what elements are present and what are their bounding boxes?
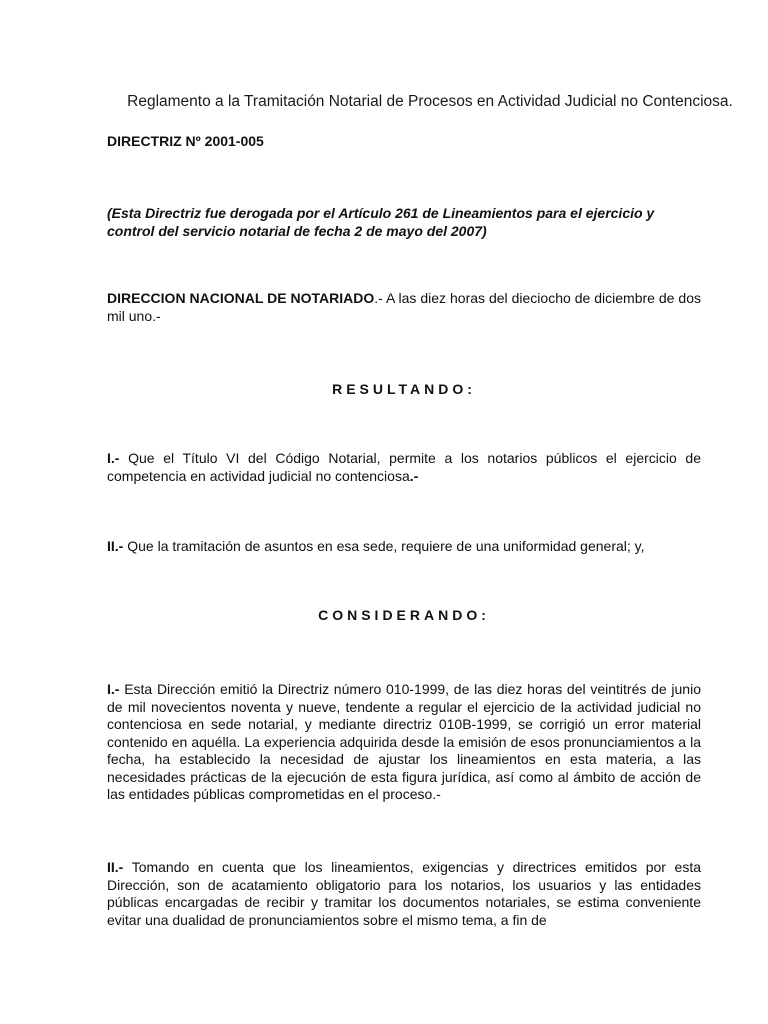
derogation-note: (Esta Directriz fue derogada por el Artículo 261 de Lineamientos para el ejercicio y control del servicio notarial de fecha 2 de mayo del 2007): [107, 205, 655, 239]
item-text: Esta Dirección emitió la Directriz número 010-1999, de las diez horas del veintitrés de junio de mil novecientos noventa y nueve, tendente a regular el ejercicio de la actividad judicial no contenciosa en sede notarial, y mediante directriz 010B-1999, se corrigió un error material contenido en aquélla. La experiencia adquirida desde la emisión de esos pronunciamientos a la fecha, ha establecido la necesidad de ajustar los lineamientos en esta materia, a las necesidades prácticas de la ejecución de esta figura jurídica, así como al ámbito de acción de las entidades públicas comprometidas en el proceso.-: [107, 681, 701, 802]
considerando-item-2: [107, 859, 701, 929]
document-title: Reglamento a la Tramitación Notarial de Procesos en Actividad Judicial no Contenciosa.: [127, 93, 733, 110]
item-text: Que el Título VI del Código Notarial, permite a los notarios públicos el ejercicio de competencia en actividad judicial no contenciosa: [107, 450, 701, 484]
item-number: I.-: [107, 681, 120, 697]
issuer-label: DIRECCION NACIONAL DE NOTARIADO: [107, 290, 375, 306]
item-number: II.-: [107, 538, 124, 554]
considerando-item-1: [107, 681, 701, 804]
directriz-number: DIRECTRIZ Nº 2001-005: [107, 133, 264, 149]
considerando-heading: CONSIDERANDO:: [318, 607, 490, 623]
resultando-item-1: [107, 450, 701, 485]
item-text: Tomando en cuenta que los lineamientos, exigencias y directrices emitidos por esta Dirección, son de acatamiento obligatorio para los notarios, los usuarios y las entidades públicas encargadas de recibir y tramitar los documentos notariales, se estima conveniente evitar una dualidad de pronunciamientos sobre el mismo tema, a fin de: [107, 859, 701, 928]
item-number: II.-: [107, 859, 124, 875]
item-end-mark: .-: [409, 467, 419, 484]
resultando-heading: RESULTANDO:: [332, 381, 476, 397]
preamble-paragraph: [107, 290, 701, 325]
preamble-text: .- A las diez horas del dieciocho de diciembre de dos mil uno.-: [107, 290, 701, 324]
item-text: Que la tramitación de asuntos en esa sede, requiere de una uniformidad general; y,: [123, 538, 645, 554]
item-number: I.-: [107, 450, 120, 466]
resultando-item-2: [107, 538, 701, 556]
